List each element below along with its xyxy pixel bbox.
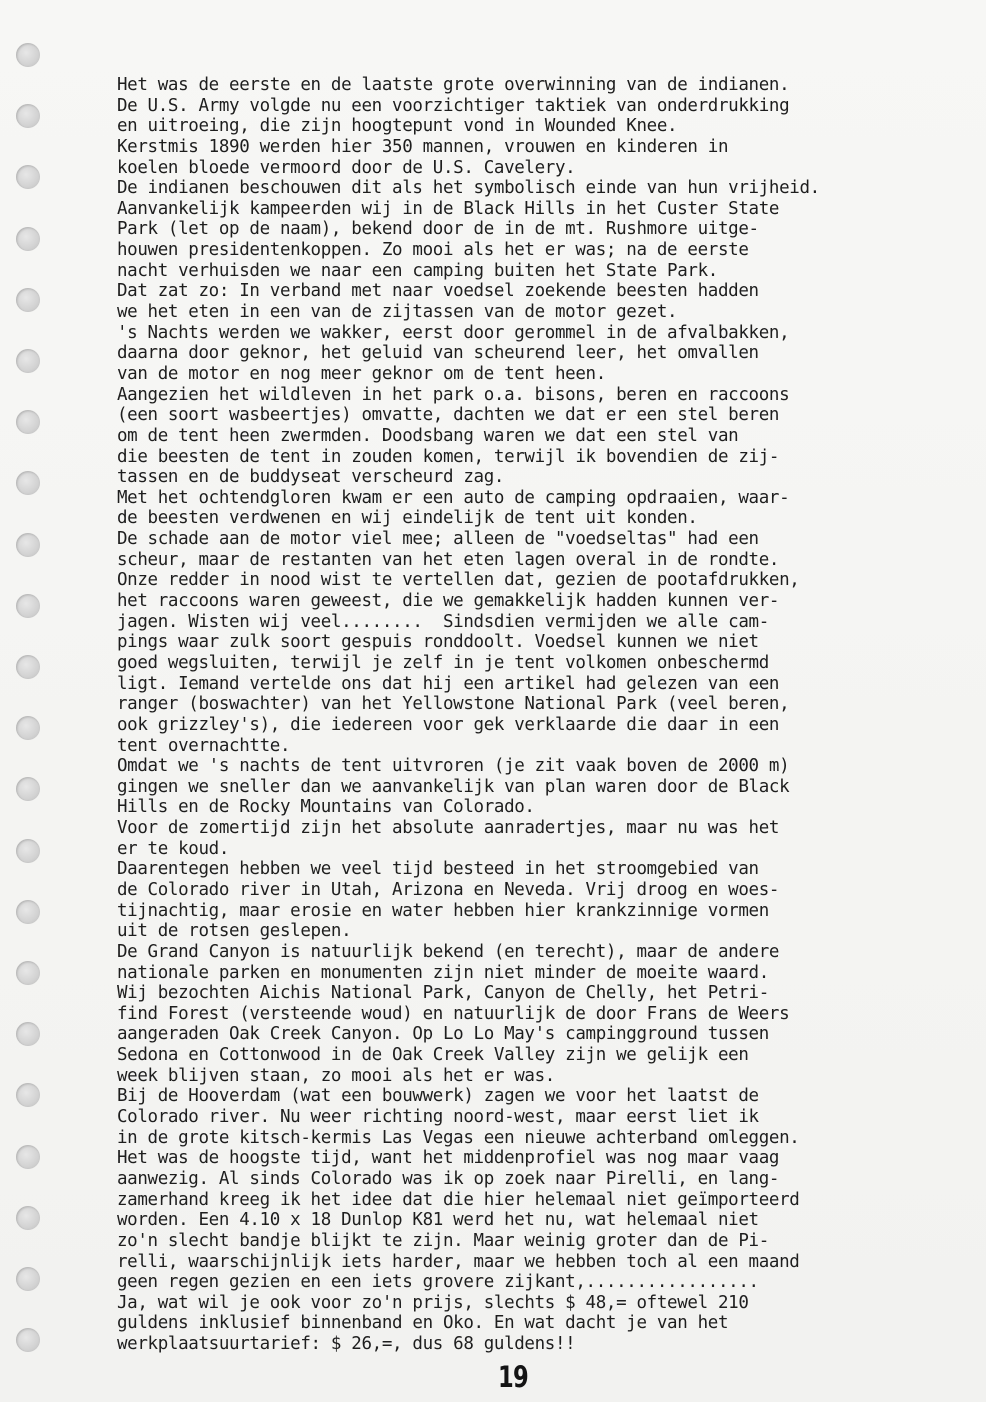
binder-hole [16,410,40,434]
text-line: Dat zat zo: In verband met naar voedsel zoekende beesten hadden [117,281,759,302]
text-line: het raccoons waren geweest, die we gemakkelijk hadden kunnen ver- [117,591,780,612]
text-line: guldens inklusief binnenband en Oko. En wat dacht je van het [117,1313,729,1334]
text-line: we het eten in een van de zijtassen van de motor gezet. [117,302,678,323]
text-line: om de tent heen zwermden. Doodsbang waren we dat een stel van [117,425,739,446]
text-line: find Forest (versteende woud) en natuurlijk de door Frans de Weers [117,1003,790,1024]
text-line: week blijven staan, zo mooi als het er was. [117,1065,555,1086]
binder-hole [16,777,40,801]
text-line: en uitroeing, die zijn hoogtepunt vond in Wounded Knee. [117,116,678,137]
text-line: pings waar zulk soort gespuis ronddoolt. Voedsel kunnen we niet [117,632,759,653]
text-line: de beesten verdwenen en wij eindelijk de tent uit konden. [117,508,698,529]
text-line: Colorado river. Nu weer richting noord-west, maar eerst liet ik [117,1107,759,1128]
text-line: gingen we sneller dan we aanvankelijk van plan waren door de Black [117,776,790,797]
text-line: Omdat we 's nachts de tent uitvroren (je zit vaak boven de 2000 m) [117,756,790,777]
binder-hole [16,165,40,189]
binder-hole [16,1328,40,1352]
article-text [117,75,977,1355]
text-line: Onze redder in nood wist te vertellen dat, gezien de pootafdrukken, [117,570,800,591]
binder-hole [16,594,40,618]
text-line: Het was de hoogste tijd, want het middenprofiel was nog maar vaag [117,1148,780,1169]
text-line: van de motor en nog meer geknor om de tent heen. [117,363,606,384]
text-line: ligt. Iemand vertelde ons dat hij een artikel had gelezen van een [117,673,780,694]
binder-hole [16,227,40,251]
text-line: aangeraden Oak Creek Canyon. Op Lo Lo May's campingground tussen [117,1024,769,1045]
text-line: er te koud. [117,838,230,859]
binder-hole [16,900,40,924]
text-line: in de grote kitsch-kermis Las Vegas een nieuwe achterband omleggen. [117,1127,800,1148]
text-line: De schade aan de motor viel mee; alleen de "voedseltas" had een [117,529,759,550]
text-line: geen regen gezien en een iets grovere zijkant,................. [117,1272,759,1293]
binder-hole [16,1267,40,1291]
text-line: Kerstmis 1890 werden hier 350 mannen, vrouwen en kinderen in [117,136,729,157]
text-line: nationale parken en monumenten zijn niet minder de moeite waard. [117,962,769,983]
text-line: Aanvankelijk kampeerden wij in de Black Hills in het Custer State [117,198,780,219]
text-line: die beesten de tent in zouden komen, terwijl ik bovendien de zij- [117,446,780,467]
binder-hole [16,716,40,740]
text-line: tent overnachtte. [117,735,291,756]
text-line: relli, waarschijnlijk iets harder, maar we hebben toch al een maand [117,1251,800,1272]
binder-hole [16,104,40,128]
binder-hole [16,288,40,312]
text-line: goed wegsluiten, terwijl je zelf in je tent volkomen onbeschermd [117,652,769,673]
text-line: ook grizzley's), die iedereen voor gek verklaarde die daar in een [117,714,780,735]
text-line: Met het ochtendgloren kwam er een auto de camping opdraaien, waar- [117,487,790,508]
text-line: Ja, wat wil je ook voor zo'n prijs, slechts $ 48,= oftewel 210 [117,1292,749,1313]
text-line: tijnachtig, maar erosie en water hebben hier krankzinnige vormen [117,900,769,921]
text-line: De U.S. Army volgde nu een voorzichtiger taktiek van onderdrukking [117,95,790,116]
text-line: Aangezien het wildleven in het park o.a. bisons, beren en raccoons [117,384,790,405]
text-line: Bij de Hooverdam (wat een bouwwerk) zagen we voor het laatst de [117,1086,759,1107]
text-line: jagen. Wisten wij veel........ Sindsdien vermijden we alle cam- [117,611,769,632]
text-line: Voor de zomertijd zijn het absolute aanradertjes, maar nu was het [117,818,780,839]
text-line: ranger (boswachter) van het Yellowstone National Park (veel beren, [117,694,790,715]
binder-hole [16,1206,40,1230]
binder-hole [16,43,40,67]
text-line: de Colorado river in Utah, Arizona en Neveda. Vrij droog en woes- [117,879,780,900]
text-line: uit de rotsen geslepen. [117,921,352,942]
text-line: De Grand Canyon is natuurlijk bekend (en terecht), maar de andere [117,941,780,962]
text-line: Het was de eerste en de laatste grote overwinning van de indianen. [117,75,790,95]
text-line: Hills en de Rocky Mountains van Colorado. [117,797,535,818]
text-line: worden. Een 4.10 x 18 Dunlop K81 werd het nu, wat helemaal niet [117,1210,759,1231]
text-line: houwen presidentenkoppen. Zo mooi als het er was; na de eerste [117,240,749,261]
text-line: werkplaatsuurtarief: $ 26,=, dus 68 guldens!! [117,1334,576,1355]
text-line: 's Nachts werden we wakker, eerst door gerommel in de afvalbakken, [117,322,790,343]
binder-holes [16,43,46,1393]
binder-hole [16,349,40,373]
text-line: (een soort wasbeertjes) omvatte, dachten we dat er een stel beren [117,405,780,426]
binder-hole [16,533,40,557]
text-line: nacht verhuisden we naar een camping buiten het State Park. [117,260,718,281]
binder-hole [16,839,40,863]
binder-hole [16,471,40,495]
text-line: Daarentegen hebben we veel tijd besteed in het stroomgebied van [117,859,759,880]
text-line: zamerhand kreeg ik het idee dat die hier helemaal niet geïmporteerd [117,1189,800,1210]
text-line: Wij bezochten Aichis National Park, Canyon de Chelly, het Petri- [117,983,769,1004]
text-line: Park (let op de naam), bekend door de in de mt. Rushmore uitge- [117,219,759,240]
text-line: De indianen beschouwen dit als het symbolisch einde van hun vrijheid. [117,178,820,199]
text-line: zo'n slecht bandje blijkt te zijn. Maar weinig groter dan de Pi- [117,1230,769,1251]
text-line: daarna door geknor, het geluid van scheurend leer, het omvallen [117,343,759,364]
binder-hole [16,1022,40,1046]
binder-hole [16,961,40,985]
binder-hole [16,1145,40,1169]
binder-hole [16,655,40,679]
text-line: aanwezig. Al sinds Colorado was ik op zoek naar Pirelli, en lang- [117,1168,780,1189]
text-line: scheur, maar de restanten van het eten lagen overal in de rondte. [117,549,780,570]
binder-hole [16,1083,40,1107]
text-line: koelen bloede vermoord door de U.S. Cavelery. [117,157,576,178]
text-line: Sedona en Cottonwood in de Oak Creek Valley zijn we gelijk een [117,1045,749,1066]
text-line: tassen en de buddyseat verscheurd zag. [117,467,505,488]
page-number: 19 [498,1360,528,1394]
